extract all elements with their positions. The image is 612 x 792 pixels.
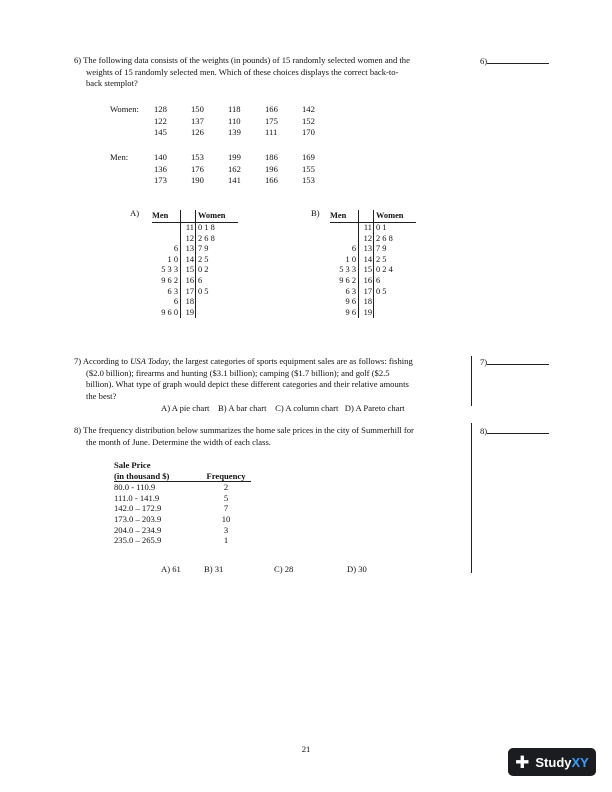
stemplot-row <box>330 308 416 319</box>
women-leaves: 0 5 <box>376 286 387 296</box>
stemplot-row <box>152 255 238 266</box>
stemplot-a <box>152 210 238 318</box>
stem-value: 15 <box>181 265 196 276</box>
men-leaves: 9 6 2 <box>330 276 359 287</box>
stemplot-row <box>330 276 416 287</box>
q7-answer-label: 7) <box>480 357 488 367</box>
stem-value: 16 <box>181 276 196 287</box>
men-leaves: 9 6 0 <box>152 308 181 319</box>
women-leaves: 2 5 <box>376 254 387 264</box>
weight-value: 141 <box>228 175 241 185</box>
frequency-row <box>114 503 251 514</box>
weight-value: 190 <box>191 175 204 185</box>
weight-value: 139 <box>228 127 241 137</box>
class-interval: 204.0 – 234.9 <box>114 524 162 535</box>
q6-answer-line[interactable] <box>487 55 549 64</box>
q7-line3: billion). What type of graph would depict these different categories and their relative amounts <box>86 379 409 389</box>
studyxy-badge[interactable] <box>508 748 596 776</box>
men-label: Men: <box>110 152 129 162</box>
class-frequency: 5 <box>223 492 229 503</box>
frequency-row <box>114 493 251 504</box>
women-leaves <box>196 308 239 319</box>
men-leaves: 5 3 3 <box>152 265 181 276</box>
frequency-row <box>114 525 251 536</box>
question-6-text <box>74 55 474 90</box>
plot-b-label[interactable]: B) <box>311 208 320 218</box>
weight-value: 153 <box>302 175 315 185</box>
q8-choice-b[interactable]: B) 31 <box>204 564 224 574</box>
frequency-row <box>114 535 251 546</box>
men-leaves <box>330 223 359 234</box>
stemplot-row <box>330 234 416 245</box>
stem-value: 12 <box>181 234 196 245</box>
stemplot-row <box>152 297 238 308</box>
weight-value: 152 <box>302 115 315 126</box>
women-leaves: 6 <box>376 275 381 285</box>
weight-value: 118 <box>228 104 241 114</box>
women-leaves: 2 6 8 <box>376 233 393 243</box>
women-leaves: 7 9 <box>376 244 387 254</box>
q7-choices <box>161 403 405 413</box>
q8-answer-label: 8) <box>480 426 488 436</box>
stemplot-row <box>330 223 416 234</box>
stemplot-row <box>330 244 416 255</box>
men-leaves <box>152 234 181 245</box>
men-data-table <box>154 152 339 187</box>
women-row <box>154 104 339 116</box>
question-7-text <box>74 356 474 402</box>
women-leaves: 2 5 <box>198 254 209 264</box>
class-frequency: 7 <box>223 503 229 514</box>
q7-line4: the best? <box>86 390 117 401</box>
q8-answer-blank[interactable] <box>480 425 549 436</box>
class-interval: 142.0 – 172.9 <box>114 503 162 514</box>
women-leaves: 0 1 <box>376 223 387 232</box>
stemplot-row <box>152 276 238 287</box>
class-frequency: 1 <box>223 535 229 546</box>
weight-value: 166 <box>265 104 278 114</box>
stemplot-row <box>330 255 416 266</box>
weight-value: 166 <box>265 175 278 185</box>
weight-value: 176 <box>191 163 204 174</box>
q7-source-italic: USA Today <box>130 356 169 366</box>
q8-choice-c[interactable]: C) 28 <box>274 564 294 574</box>
weight-value: 122 <box>154 115 167 126</box>
women-label: Women: <box>110 104 139 114</box>
class-interval: 80.0 - 110.9 <box>114 482 156 493</box>
class-interval: 173.0 – 203.9 <box>114 513 162 524</box>
men-leaves: 9 6 2 <box>152 276 181 287</box>
stem-value: 11 <box>359 223 374 234</box>
stem-value: 18 <box>181 297 196 308</box>
stemplot-b <box>330 210 416 318</box>
men-leaves: 5 3 3 <box>330 265 359 276</box>
q6-answer-blank[interactable] <box>480 55 549 66</box>
stem-value: 13 <box>181 244 196 255</box>
weight-value: 128 <box>154 104 167 114</box>
women-row <box>154 127 339 139</box>
stem-value: 17 <box>181 287 196 298</box>
badge-text-accent: XY <box>571 754 589 770</box>
stemplot-row <box>152 265 238 276</box>
stem-value: 14 <box>359 255 374 266</box>
weight-value: 196 <box>265 163 278 174</box>
q8-answer-line[interactable] <box>487 425 549 434</box>
stemplot-header-women: Women <box>196 210 239 223</box>
men-leaves: 1 0 <box>330 255 359 266</box>
q7-answer-line[interactable] <box>487 356 549 365</box>
stem-value: 19 <box>359 308 374 319</box>
stemplot-header-women: Women <box>374 210 417 223</box>
plot-a-label[interactable]: A) <box>130 208 140 218</box>
women-row <box>154 116 339 128</box>
weight-value: 169 <box>302 152 315 162</box>
q7-divider <box>471 356 472 406</box>
men-leaves: 6 <box>330 244 359 255</box>
women-leaves: 7 9 <box>198 244 209 254</box>
q7-choice-c[interactable]: C) A column chart <box>275 403 339 413</box>
freq-header-price-2: (in thousand $) <box>114 471 201 482</box>
stem-value: 13 <box>359 244 374 255</box>
women-leaves <box>374 308 417 319</box>
men-row <box>154 152 339 164</box>
stem-value: 17 <box>359 287 374 298</box>
weight-value: 173 <box>154 175 167 185</box>
q6-line1: 6) The following data consists of the weights (in pounds) of 15 randomly selected women and the <box>74 55 410 65</box>
weight-value: 162 <box>228 163 241 174</box>
women-leaves: 0 2 <box>198 265 209 275</box>
frequency-row <box>114 482 251 493</box>
q7-line2: ($2.0 billion); firearms and hunting ($3.1 billion); camping ($1.7 billion); and golf ($2.5 <box>86 367 390 378</box>
plus-icon: ✚ <box>515 752 530 772</box>
men-leaves: 9 6 <box>330 308 359 319</box>
weight-value: 137 <box>191 115 204 126</box>
stem-value: 12 <box>359 234 374 245</box>
stem-value: 15 <box>359 265 374 276</box>
q7-choice-b[interactable]: B) A bar chart <box>218 403 267 413</box>
women-data-table <box>154 104 339 139</box>
women-leaves <box>196 297 239 308</box>
stemplot-row <box>330 297 416 308</box>
men-leaves: 6 <box>152 297 181 308</box>
stem-value: 11 <box>181 223 196 234</box>
weight-value: 145 <box>154 127 167 137</box>
q7-line1 <box>74 356 413 366</box>
class-interval: 235.0 – 265.9 <box>114 535 162 546</box>
men-row <box>154 164 339 176</box>
weight-value: 153 <box>191 152 204 162</box>
weight-value: 126 <box>191 127 204 137</box>
women-leaves: 0 5 <box>198 286 209 296</box>
q7-line1-post: , the largest categories of sports equipment sales are as follows: fishing <box>168 356 413 366</box>
men-row <box>154 175 339 187</box>
q7-answer-blank[interactable] <box>480 356 549 367</box>
stemplot-row <box>152 223 238 234</box>
q8-line1: 8) The frequency distribution below summarizes the home sale prices in the city of Summerhill for <box>74 425 414 435</box>
frequency-row <box>114 514 251 525</box>
class-frequency: 3 <box>223 524 229 535</box>
q6-line2: weights of 15 randomly selected men. Which of these choices displays the correct back-to- <box>86 66 399 77</box>
q7-line1-pre: 7) According to <box>74 356 131 366</box>
women-leaves: 6 <box>198 275 203 285</box>
class-frequency: 2 <box>223 482 229 493</box>
stemplot-row <box>330 287 416 298</box>
men-leaves: 1 0 <box>152 255 181 266</box>
stemplot-row <box>152 244 238 255</box>
weight-value: 170 <box>302 127 315 137</box>
weight-value: 150 <box>191 104 204 114</box>
weight-value: 110 <box>228 115 241 126</box>
stem-value: 14 <box>181 255 196 266</box>
women-leaves: 2 6 8 <box>198 233 215 243</box>
weight-value: 155 <box>302 163 315 174</box>
weight-value: 199 <box>228 152 241 162</box>
men-leaves: 6 3 <box>152 287 181 298</box>
q7-choice-a[interactable]: A) A pie chart <box>161 403 210 413</box>
weight-value: 140 <box>154 152 167 162</box>
q8-divider <box>471 423 472 573</box>
weight-value: 136 <box>154 163 167 174</box>
freq-header-price-1: Sale Price <box>114 460 151 470</box>
q8-choice-d[interactable]: D) 30 <box>347 564 367 574</box>
women-leaves: 0 2 4 <box>376 265 393 275</box>
class-frequency: 10 <box>221 513 231 524</box>
weight-value: 186 <box>265 152 278 162</box>
q6-answer-label: 6) <box>480 56 488 66</box>
weight-value: 111 <box>265 127 278 137</box>
stem-value: 18 <box>359 297 374 308</box>
men-leaves: 9 6 <box>330 297 359 308</box>
men-leaves: 6 <box>152 244 181 255</box>
men-leaves: 6 3 <box>330 287 359 298</box>
q8-line2: the month of June. Determine the width of each class. <box>86 436 271 447</box>
frequency-table-body <box>114 482 251 546</box>
stem-value: 16 <box>359 276 374 287</box>
page-number: 21 <box>301 744 311 754</box>
women-leaves <box>374 297 417 308</box>
men-leaves <box>330 234 359 245</box>
stem-value: 19 <box>181 308 196 319</box>
men-leaves <box>152 223 181 234</box>
badge-text <box>535 755 588 770</box>
q8-choice-a[interactable]: A) 61 <box>161 564 181 574</box>
freq-header-frequency: Frequency <box>201 471 251 482</box>
badge-text-main: Study <box>535 754 572 770</box>
stemplot-row <box>152 287 238 298</box>
stemplot-row <box>330 265 416 276</box>
class-interval: 111.0 - 141.9 <box>114 492 160 503</box>
question-8-text <box>74 425 474 448</box>
q7-choice-d[interactable]: D) A Pareto chart <box>344 403 405 413</box>
frequency-table <box>114 460 251 546</box>
weight-value: 142 <box>302 104 315 114</box>
q6-line3: back stemplot? <box>86 78 138 88</box>
women-leaves: 0 1 8 <box>198 223 215 232</box>
stemplot-row <box>152 308 238 319</box>
weight-value: 175 <box>265 115 278 126</box>
stemplot-row <box>152 234 238 245</box>
stemplot-header-men: Men <box>152 210 181 223</box>
stemplot-header-men: Men <box>330 210 359 223</box>
